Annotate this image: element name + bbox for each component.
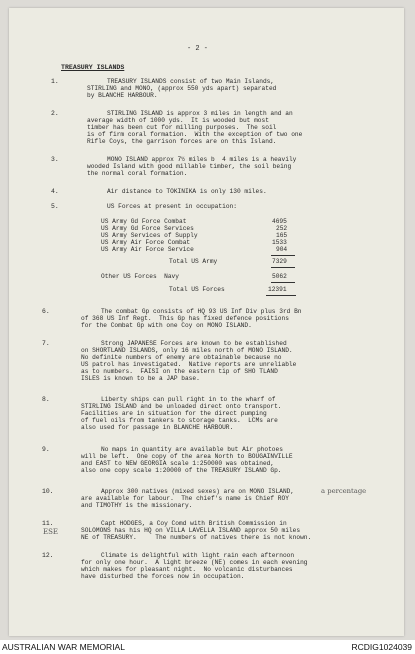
table-row-value: 4695 [272,218,287,225]
para-line: and EAST to NEW GEORGIA scale 1:250000 was obtained, [81,460,275,467]
para-line: are available for labour. The chief's name is Chief ROY [81,495,289,502]
page-number: - 2 - [187,45,209,53]
para-number: 1. [51,78,59,85]
para-line: No definite numbers of enemy are obtainable because no [81,354,282,361]
table-row-label: US Army Air Force Service [101,246,194,253]
navy-value: 5062 [272,273,287,280]
para-line: will be left. One copy of the area North to BOUGAINVILLE [81,453,293,460]
sum-rule [271,282,295,283]
para-line: The combat Gp consists of HQ 93 US Inf Div plus 3rd Bn [101,308,302,315]
para-line: Approx 300 natives (mixed sexes) are on MONO ISLAND, [101,488,295,495]
para-line: timber has been cut for milling purposes. The soil [87,124,277,131]
sum-rule [271,255,295,256]
para-line: as to numbers. FAISI on the eastern tip of SHO TLAND [81,368,278,375]
para-number: 4. [51,188,59,195]
table-row-label: US Army Gd Force Services [101,225,194,232]
para-line: on SHORTLAND ISLANDS, only 16 miles north of MONO ISLAND. [81,347,293,354]
para-line: is of firm coral formation. With the exception of two one [87,131,303,138]
para-line: also one copy scale 1:20000 of the TREASURY ISLAND Gp. [81,467,282,474]
para-number: 5. [51,203,59,210]
para-line: Strong JAPANESE Forces are known to be established [101,340,287,347]
sum-rule [271,267,295,268]
archive-footer [0,640,415,654]
para-number: 10. [42,488,54,495]
para-line: which makes for pleasant night. No volcanic disturbances [81,566,293,573]
total-forces-label: Total US Forces [169,286,225,293]
para-line: STIRLING and MONO, (approx 550 yds apart) separated [87,85,277,92]
para-line: Capt HODGES, a Coy Comd with British Commission in [101,520,287,527]
table-row-label: US Army Services of Supply [101,232,198,239]
sum-rule [266,295,296,296]
para-number: 3. [51,156,59,163]
para-line: US Forces at present in occupation: [107,203,237,210]
table-row-label: US Army Air Force Combat [101,239,191,246]
para-line: STIRLING ISLAND and be unloaded direct onto transport. [81,403,282,410]
para-number: 7. [42,340,50,347]
para-line: of 368 US Inf Regt. This Gp has fixed defence positions [81,315,289,322]
para-number: 8. [42,396,50,403]
table-row-value: 165 [276,232,288,239]
para-line: for only one hour. A light breeze (NE) comes in each evening [81,559,308,566]
para-line: Liberty ships can pull right in to the wharf of [101,396,276,403]
para-line: of fuel oils from tankers to storage tanks. LCMs are [81,417,278,424]
total-army-value: 7329 [272,258,287,265]
para-number: 2. [51,110,59,117]
navy-label: Other US Forces Navy [101,273,179,280]
para-line: wooded Island with good millable timber, the soil being [87,163,292,170]
para-line: Climate is delightful with light rain each afternoon [101,552,295,559]
para-line: TREASURY ISLANDS consist of two Main Islands, [107,78,275,85]
para-line: MONO ISLAND approx 7½ miles b 4 miles is a heavily [107,156,297,163]
para-line: SOLOMONS has his HQ on VILLA LAVELLA ISLAND approx 50 miles [81,527,301,534]
para-line: the normal coral formation. [87,170,188,177]
para-number: 12. [42,552,54,559]
handwritten-insertion: a percentage [321,487,367,495]
margin-annotation: ESE [43,528,59,536]
institution-name: AUSTRALIAN WAR MEMORIAL [2,642,125,652]
para-line: Rifle Coys, the garrison forces are on this Island. [87,138,277,145]
para-line: average width of 1000 yds. It is wooded but most [87,117,269,124]
para-line: Air distance to TOKINIKA is only 130 miles. [107,188,267,195]
table-row-value: 1533 [272,239,287,246]
para-line: for the Combat Gp with one Coy on MONO ISLAND. [81,322,252,329]
para-line: NE of TREASURY. The numbers of natives there is not known. [81,534,312,541]
para-number: 11. [42,520,54,527]
total-forces-value: 12391 [268,286,287,293]
record-id: RCDIG1024039 [351,642,412,652]
para-number: 9. [42,446,50,453]
table-row-value: 252 [276,225,288,232]
para-line: Facilities are in situation for the direct pumping [81,410,267,417]
para-number: 6. [42,308,50,315]
para-line: and TIMOTHY is the missionary. [81,502,193,509]
para-line: also used for passage in BLANCHE HARBOUR. [81,424,234,431]
para-line: US patrol has investigated. Native reports are unreliable [81,361,297,368]
para-line: STIRLING ISLAND is approx 3 miles in length and an [107,110,293,117]
para-line: No maps in quantity are available but Air photoes [101,446,283,453]
para-line: ISLES is known to be a JAP base. [81,375,200,382]
table-row-value: 904 [276,246,288,253]
section-heading: TREASURY ISLANDS [61,64,125,71]
para-line: have disturbed the forces now in occupation. [81,573,245,580]
total-army-label: Total US Army [169,258,218,265]
table-row-label: US Army Gd Force Combat [101,218,187,225]
document-page [9,8,404,636]
para-line: by BLANCHE HARBOUR. [87,92,158,99]
